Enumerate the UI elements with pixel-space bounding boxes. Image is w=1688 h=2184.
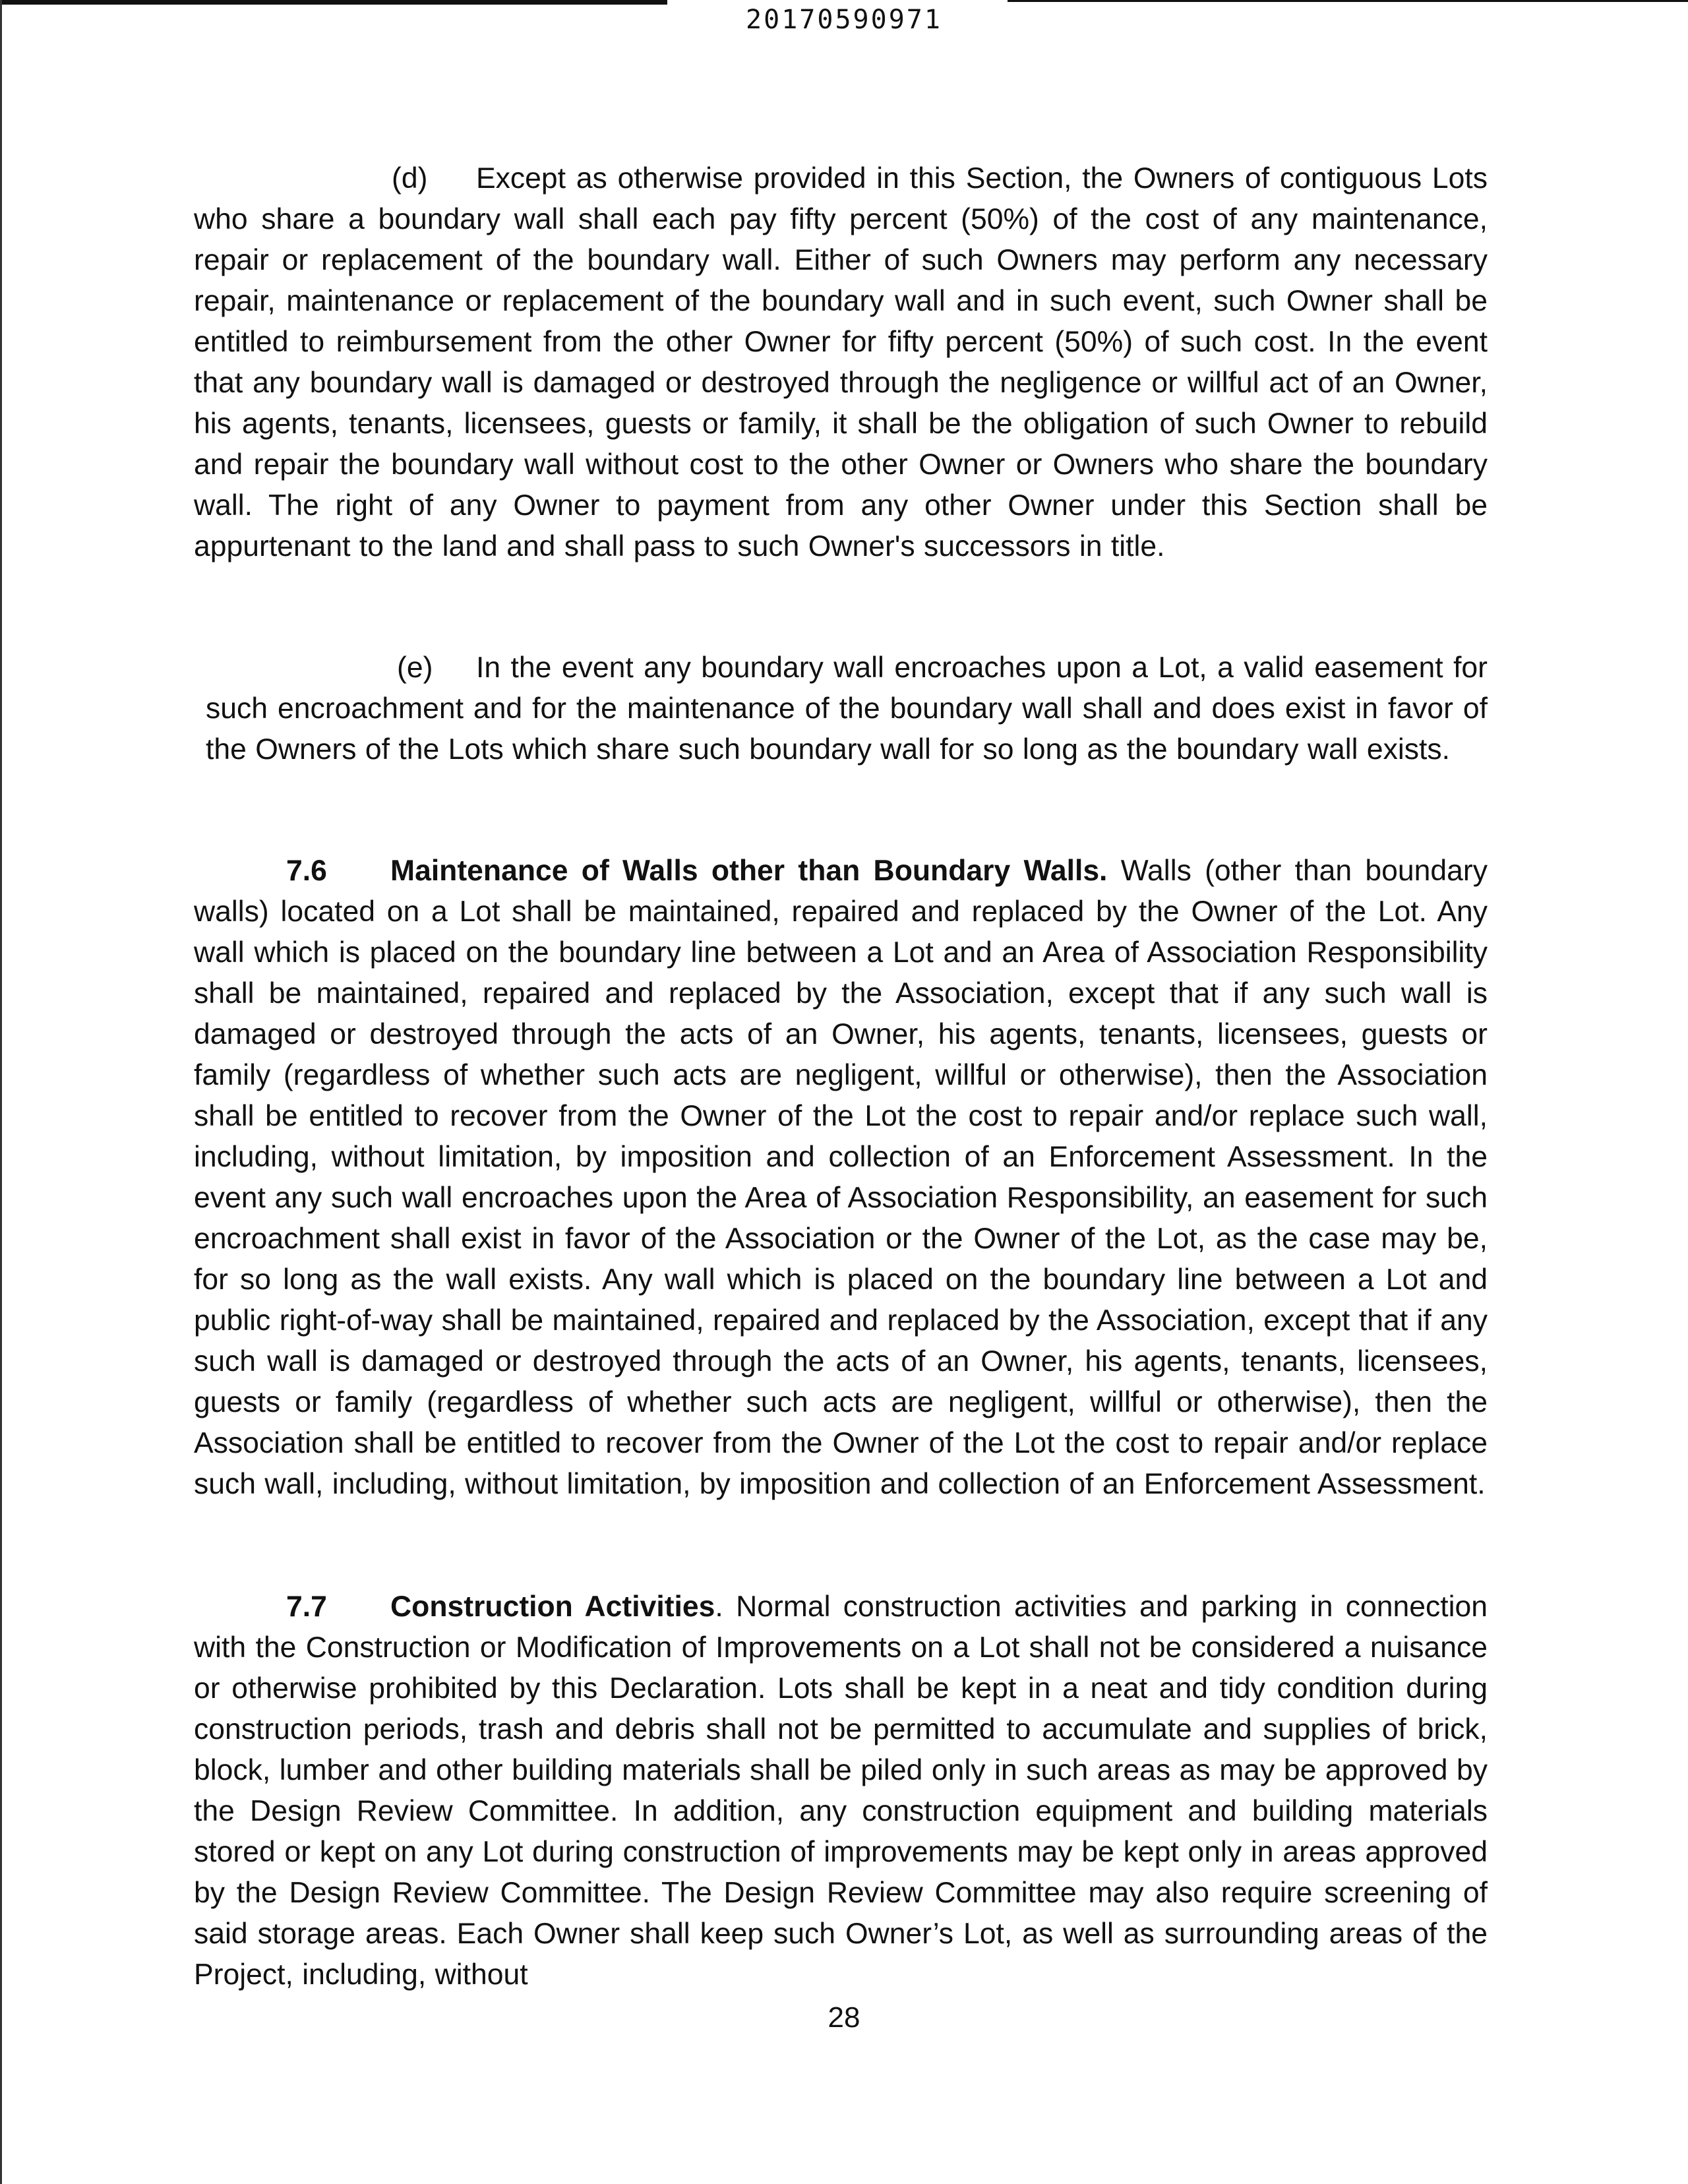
section-7-6-number: 7.6 [286, 855, 327, 887]
section-7-7-text: . Normal construction activities and parking in connection with the Construction or Modification of Improvements on a Lot shall not be considered a nuisance or otherwise prohibited by this Declaration. Lots shall be kept in a neat and tidy condition during construction periods, trash and debris shall not be permitted to accumulate and supplies of brick, block, lumber and other building materials shall be piled only in such areas as may be approved by the Design Review Committee. In addition, any construction equipment and building materials stored or kept on any Lot during construction of improvements may be kept only in areas approved by the Design Review Committee. The Design Review Committee may also require screening of said storage areas. Each Owner shall keep such Owner’s Lot, as well as surrounding areas of the Project, including, without [194, 1591, 1488, 1991]
section-7-6 [194, 851, 1488, 1505]
section-7-6-heading: Maintenance of Walls other than Boundary Walls. [390, 855, 1108, 887]
section-7-7 [194, 1587, 1488, 1995]
paragraph-e-marker: (e) [397, 652, 433, 684]
document-number: 20170590971 [746, 5, 942, 35]
paragraph-d [194, 158, 1488, 567]
top-rule-right [1008, 0, 1688, 2]
paragraph-e-text: In the event any boundary wall encroaches upon a Lot, a valid easement for such encroachment and for the maintenance of the boundary wall shall and does exist in favor of the Owners of the Lots which share such boundary wall for so long as the boundary wall exists. [206, 652, 1488, 766]
paragraph-d-text: Except as otherwise provided in this Section, the Owners of contiguous Lots who share a boundary wall shall each pay fifty percent (50%) of the cost of any maintenance, repair or replacement of the boundary wall. Either of such Owners may perform any necessary repair, maintenance or replacement of the boundary wall and in such event, such Owner shall be entitled to reimbursement from the other Owner for fifty percent (50%) of such cost. In the event that any boundary wall is damaged or destroyed through the negligence or willful act of an Owner, his agents, tenants, licensees, guests or family, it shall be the obligation of such Owner to rebuild and repair the boundary wall without cost to the other Owner or Owners who share the boundary wall. The right of any Owner to payment from any other Owner under this Section shall be appurtenant to the land and shall pass to such Owner's successors in title. [194, 162, 1488, 562]
section-7-7-number: 7.7 [286, 1591, 327, 1623]
paragraph-d-marker: (d) [392, 162, 428, 195]
page-number: 28 [828, 2001, 860, 2034]
scan-left-edge [0, 0, 2, 2184]
section-7-7-heading: Construction Activities [390, 1591, 715, 1623]
paragraph-e [206, 648, 1488, 770]
section-7-6-text: Walls (other than boundary walls) located on a Lot shall be maintained, repaired and replaced by the Owner of the Lot. Any wall which is placed on the boundary line between a Lot and an Area of Association Responsibility shall be maintained, repaired and replaced by the Association, except that if any such wall is damaged or destroyed through the acts of an Owner, his agents, tenants, licensees, guests or family (regardless of whether such acts are negligent, willful or otherwise), then the Association shall be entitled to recover from the Owner of the Lot the cost to repair and/or replace such wall, including, without limitation, by imposition and collection of an Enforcement Assessment. In the event any such wall encroaches upon the Area of Association Responsibility, an easement for such encroachment shall exist in favor of the Association or the Owner of the Lot, as the case may be, for so long as the wall exists. Any wall which is placed on the boundary line between a Lot and public right-of-way shall be maintained, repaired and replaced by the Association, except that if any such wall is damaged or destroyed through the acts of an Owner, his agents, tenants, licensees, guests or family (regardless of whether such acts are negligent, willful or otherwise), then the Association shall be entitled to recover from the Owner of the Lot the cost to repair and/or replace such wall, including, without limitation, by imposition and collection of an Enforcement Assessment. [194, 855, 1488, 1500]
